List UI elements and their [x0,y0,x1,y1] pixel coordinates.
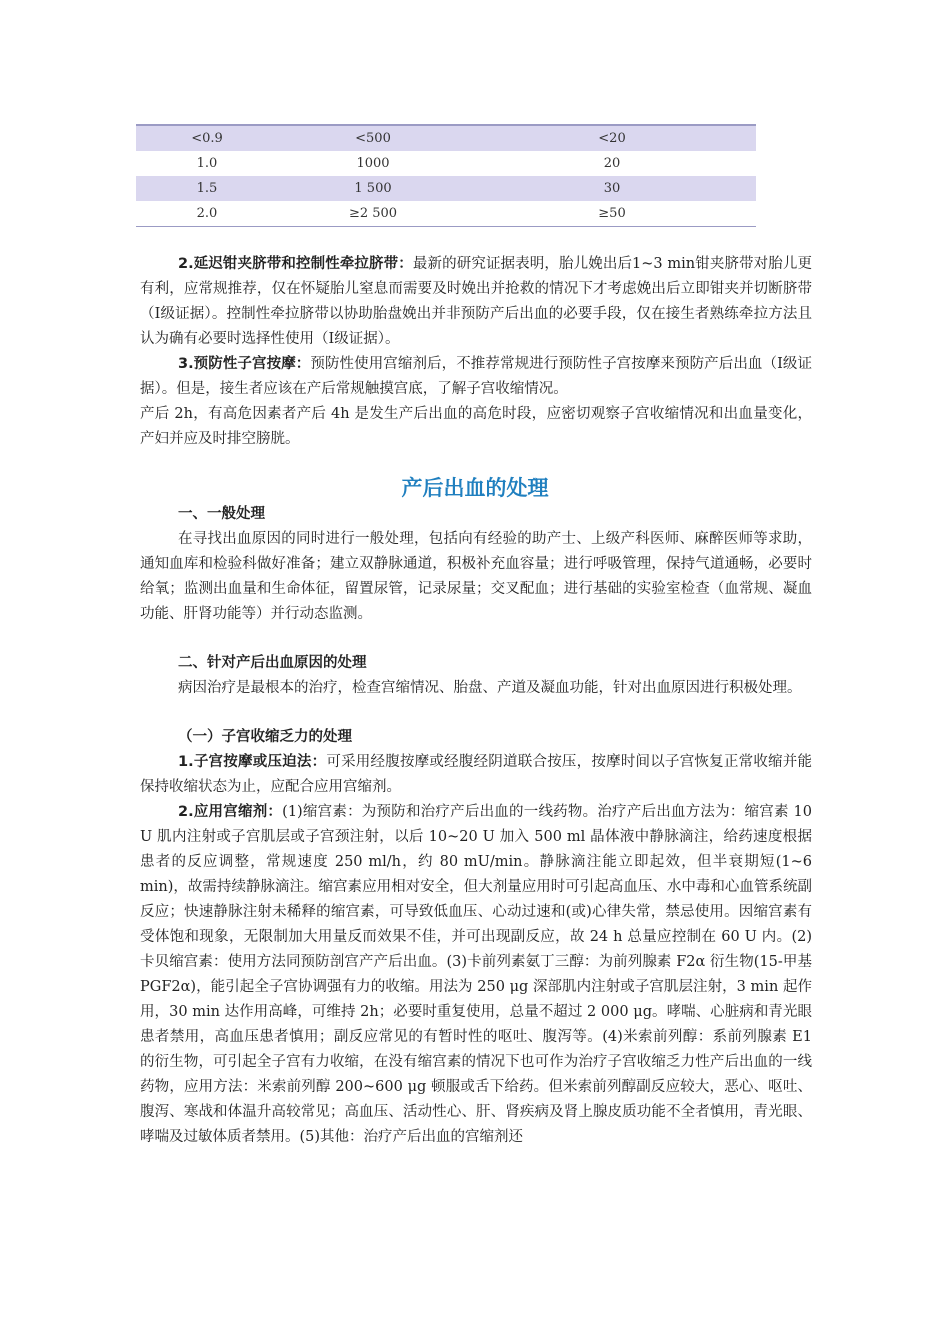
paragraph-heading: 2.延迟钳夹脐带和控制性牵拉脐带： [178,256,413,272]
heading-cause: 二、针对产后出血原因的处理 [178,655,367,671]
paragraph-heading: 1.子宫按摩或压迫法： [178,754,327,770]
table-row [136,201,756,226]
table-cell: ≥50 [598,206,626,221]
table-cell: 1.0 [196,156,218,171]
heading-general: 一、一般处理 [178,506,265,522]
table-cell: 30 [603,181,621,196]
paragraph-general: 在寻找出血原因的同时进行一般处理，包括向有经验的助产士、上级产科医师、麻醉医师等求助，通知血库和检验科做好准备；建立双静脉通道，积极补充血容量；进行呼吸管理，保持气道通畅，必要时给氧；监测出血量和生命体征，留置尿管，记录尿量；交叉配血；进行基础的实验室检查（血常规、凝血功能、肝肾功能等）并行动态监测。 [140,531,812,622]
prevention-section [140,252,812,452]
shock-index-table [136,124,756,227]
paragraph-text: 预防性使用宫缩剂后，不推荐常规进行预防性子宫按摩来预防产后出血（Ⅰ级证据）。但是，接生者应该在产后常规触摸宫底，了解子宫收缩情况。 [140,356,812,397]
table-row [136,126,756,151]
paragraph-heading: 2.应用宫缩剂： [178,804,283,820]
paragraph-cord-clamping [140,252,812,352]
paragraph-uterine-massage [140,352,812,402]
table-cell: 1000 [356,156,390,171]
section-title: 产后出血的处理 [401,476,549,500]
table-cell: 1 500 [354,181,392,196]
table-row [136,176,756,201]
paragraph-massage [140,750,812,800]
heading-atony: （一）子宫收缩乏力的处理 [178,729,352,745]
table-cell: 1.5 [196,181,218,196]
table-cell: <20 [598,131,626,146]
paragraph-text: 最新的研究证据表明，胎儿娩出后1~3 min钳夹脐带对胎儿更有利，应常规推荐，仅在怀疑胎儿窒息而需要及时娩出并抢救的情况下才考虑娩出后立即钳夹并切断脐带（Ⅰ级证据）。控制性牵拉脐带以协助胎盘娩出并非预防产后出血的必要手段，仅在接生者熟练牵拉方法且认为确有必要时选择性使用（Ⅰ级证据）。 [140,256,812,347]
table-cell: <500 [355,131,391,146]
paragraph-text: (1)缩宫素：为预防和治疗产后出血的一线药物。治疗产后出血方法为：缩宫素 10 U 肌内注射或子宫肌层或子宫颈注射，以后 10~20 U 加入 500 ml 晶体液中静脉滴注，给药速度根据患者的反应调整，常规速度 250 ml/h，约 80 mU/min。静脉滴注能立即起效，但半衰期短(1~6 min)，故需持续静脉滴注。缩宫素应用相对安全，但大剂量应用时可引起高血压、水中毒和心血管系统副反应；快速静脉注射未稀释的缩宫素，可导致低血压、心动过速和(或)心律失常，禁忌使用。因缩宫素有受体饱和现象，无限制加大用量反而效果不佳，并可出现副反应，故 24 h 总量应控制在 60 U 内。(2)卡贝缩宫素：使用方法同预防剖宫产产后出血。(3)卡前列素氨丁三醇：为前列腺素 F2α 衍生物(15-甲基 PGF2α)，能引起全子宫协调强有力的收缩。用法为 250 μg 深部肌内注射或子宫肌层注射，3 min 起作用，30 min 达作用高峰，可维持 2h；必要时重复使用，总量不超过 2 000 μg。哮喘、心脏病和青光眼患者禁用，高血压患者慎用；副反应常见的有暂时性的呕吐、腹泻等。(4)米索前列醇：系前列腺素 E1 的衍生物，可引起全子宫有力收缩，在没有缩宫素的情况下也可作为治疗子宫收缩乏力性产后出血的一线药物，应用方法：米索前列醇 200~600 μg 顿服或舌下给药。但米索前列醇副反应较大，恶心、呕吐、腹泻、寒战和体温升高较常见；高血压、活动性心、肝、肾疾病及肾上腺皮质功能不全者慎用，青光眼、哮喘及过敏体质者禁用。(5)其他：治疗产后出血的宫缩剂还 [140,804,812,1145]
table-cell: 20 [603,156,621,171]
paragraph-heading: 3.预防性子宫按摩： [178,356,311,372]
paragraph-cause: 病因治疗是最根本的治疗，检查宫缩情况、胎盘、产道及凝血功能，针对出血原因进行积极处理。 [178,680,802,696]
paragraph-postpartum-note: 产后 2h，有高危因素者产后 4h 是发生产后出血的高危时段，应密切观察子宫收缩情况和出血量变化，产妇并应及时排空膀胱。 [140,406,812,447]
table-cell: 2.0 [196,206,218,221]
table-row [136,151,756,176]
table-cell: ≥2 500 [348,206,398,221]
paragraph-text: 可采用经腹按摩或经腹经阴道联合按压，按摩时间以子宫恢复正常收缩并能保持收缩状态为止，应配合应用宫缩剂。 [140,754,812,795]
paragraph-uterotonics [140,800,812,1150]
treatment-section [140,502,812,1150]
table-cell: <0.9 [191,131,223,146]
